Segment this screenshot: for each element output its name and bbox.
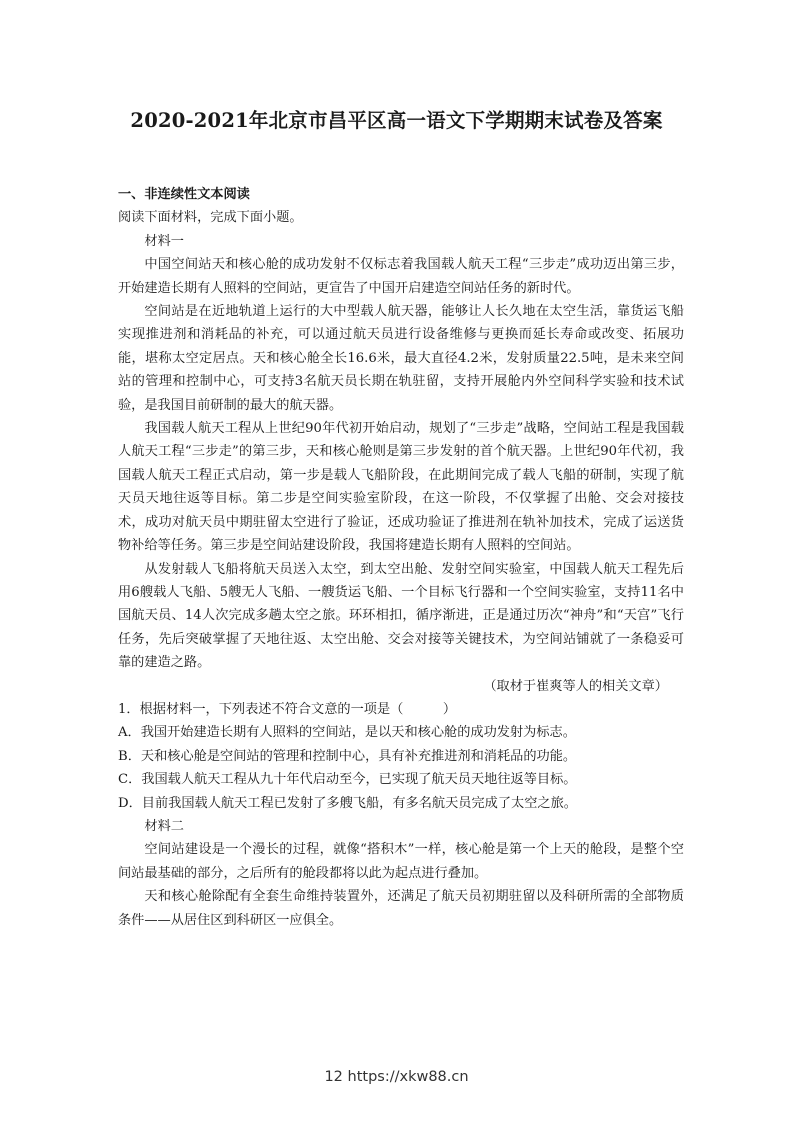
section-heading: 一、非连续性文本阅读	[118, 187, 250, 202]
document-body	[118, 183, 684, 932]
question-option-b: B．天和核心舱是空间站的管理和控制中心，具有补充推进剂和消耗品的功能。	[118, 748, 577, 764]
paragraph: 空间站是在近地轨道上运行的大中型载人航天器，能够让人长久地在太空生活，靠货运飞船实现推进剂和消耗品的补充，可以通过航天员进行设备维修与更换而延长寿命或改变、拓展功能，堪称太空定居点。天和核心舱全长16.6米，最大直径4.2米，发射质量22.5吨，是未来空间站的管理和控制中心，可支持3名航天员长期在轨驻留，支持开展舱内外空间科学实验和技术试验，是我国目前研制的最大的航天器。	[118, 304, 684, 413]
question-option-c: C．我国载人航天工程从九十年代启动至今，已实现了航天员天地往返等目标。	[118, 772, 577, 788]
question-option-d: D．目前我国载人航天工程已发射了多艘飞船，有多名航天员完成了太空之旅。	[118, 795, 577, 811]
material2-label: 材料二	[144, 818, 184, 834]
document-title: 2020-2021年北京市昌平区高一语文下学期期末试卷及答案	[130, 109, 663, 132]
material1-label: 材料一	[144, 233, 184, 249]
paragraph: 中国空间站天和核心舱的成功发射不仅标志着我国载人航天工程“三步走”成功迈出第三步，开始建造长期有人照料的空间站，更宣告了中国开启建造空间站任务的新时代。	[118, 257, 684, 296]
paragraph: 空间站建设是一个漫长的过程，就像“搭积木”一样，核心舱是第一个上天的舱段，是整个空间站最基础的部分，之后所有的舱段都将以此为起点进行叠加。	[118, 842, 684, 881]
page-footer: 12 https://xkw88.cn	[324, 1069, 469, 1085]
question-option-a: A．我国开始建造长期有人照料的空间站，是以天和核心舱的成功发射为标志。	[118, 725, 576, 741]
paragraph: 从发射载人飞船将航天员送入太空，到太空出舱、发射空间实验室，中国载人航天工程先后用6艘载人飞船、5艘无人飞船、一艘货运飞船、一个目标飞行器和一个空间实验室，支持11名中国航天员、14人次完成多趟太空之旅。环环相扣，循序渐进，正是通过历次“神舟”和“天宫”飞行任务，先后突破掌握了天地往返、太空出舱、交会对接等关键技术，为空间站铺就了一条稳妥可靠的建造之路。	[118, 561, 684, 671]
question-stem: 1．根据材料一，下列表述不符合文意的一项是（ ）	[118, 701, 457, 717]
source-citation: （取材于崔爽等人的相关文章）	[483, 678, 668, 694]
paragraph: 天和核心舱除配有全套生命维持装置外，还满足了航天员初期驻留以及科研所需的全部物质条件——从居住区到科研区一应俱全。	[118, 889, 684, 928]
instruction-text: 阅读下面材料，完成下面小题。	[118, 210, 303, 226]
paragraph: 我国载人航天工程从上世纪90年代初开始启动，规划了“三步走”战略，空间站工程是我国载人航天工程“三步走”的第三步，天和核心舱则是第三步发射的首个航天器。上世纪90年代初，我国载人航天工程正式启动，第一步是载人飞船阶段，在此期间完成了载人飞船的研制，实现了航天员天地往返等目标。第二步是空间实验室阶段，在这一阶段，不仅掌握了出舱、交会对接技术，成功对航天员中期驻留太空进行了验证，还成功验证了推进剂在轨补加技术，完成了运送货物补给等任务。第三步是空间站建设阶段，我国将建造长期有人照料的空间站。	[118, 421, 684, 554]
